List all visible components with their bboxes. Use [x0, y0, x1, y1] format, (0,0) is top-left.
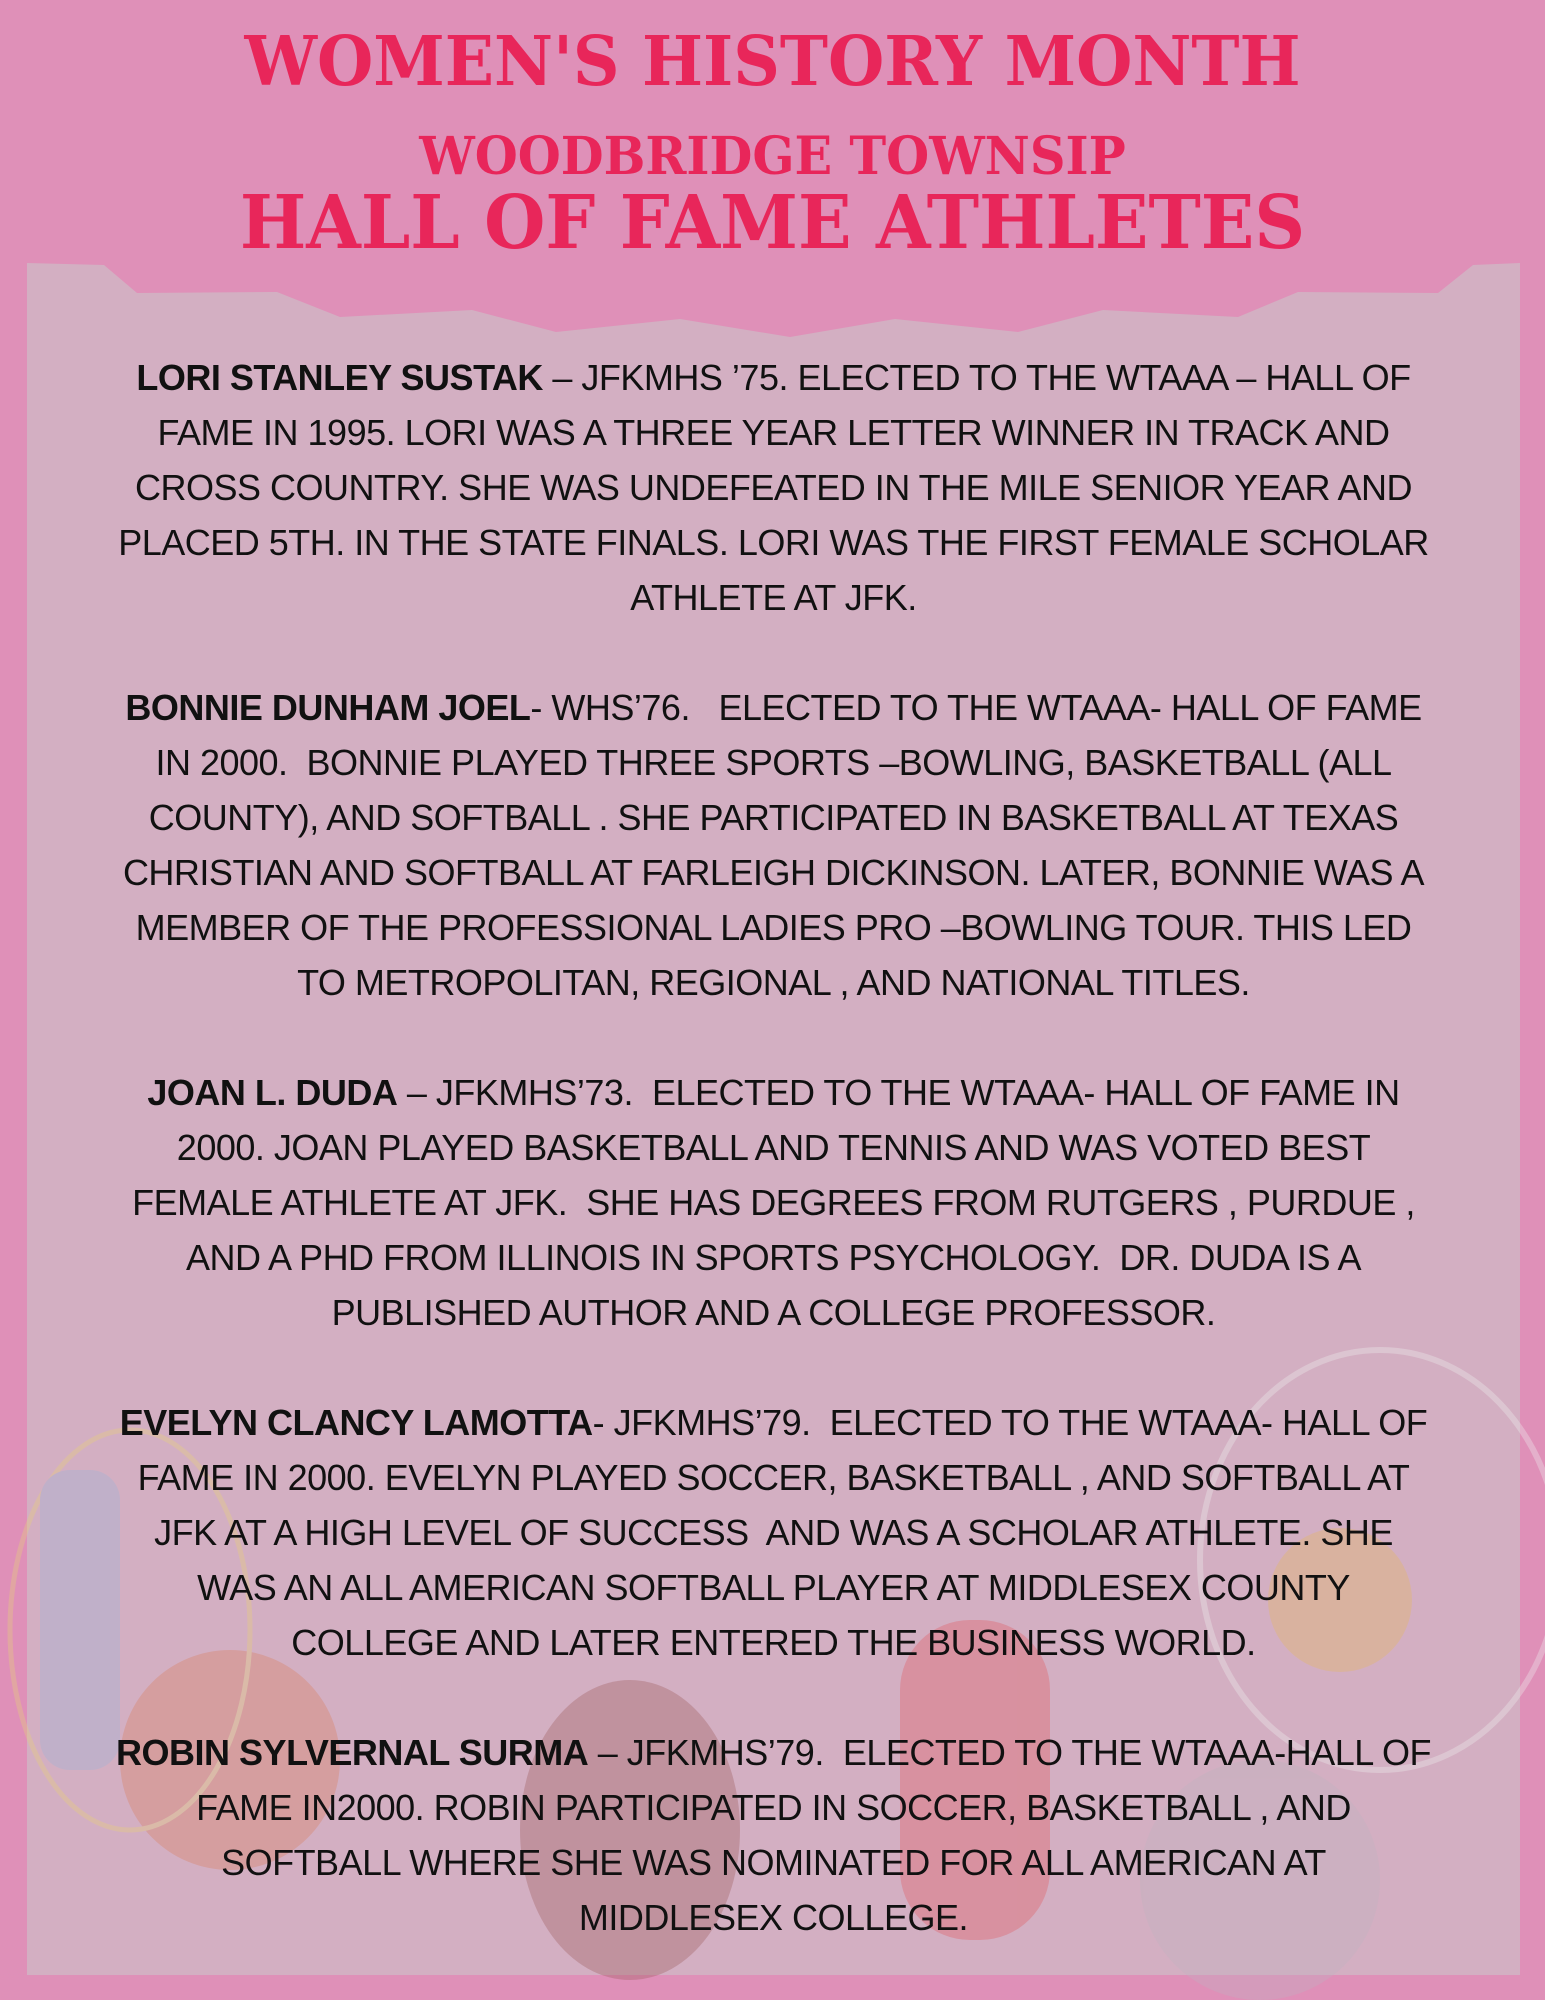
athlete-bio: COLLEGE AND LATER ENTERED THE BUSINESS WORLD. — [291, 1622, 1256, 1663]
header-title: WOMEN'S HISTORY MONTH — [244, 22, 1301, 102]
athlete-bio: - JFKMHS’79. ELECTED TO THE WTAAA- HALL OF — [592, 1402, 1428, 1443]
text-line — [27, 1725, 1520, 1780]
text-line — [27, 1450, 1520, 1505]
athlete-bio: ATHLETE AT JFK. — [630, 577, 917, 618]
text-line — [27, 1505, 1520, 1560]
athlete-bio: – JFKMHS’79. ELECTED TO THE WTAAA-HALL OF — [588, 1732, 1431, 1773]
athlete-bio: COUNTY), AND SOFTBALL . SHE PARTICIPATED IN BASKETBALL AT TEXAS — [148, 797, 1399, 838]
text-line — [27, 460, 1520, 515]
athlete-bio: – JFKMHS’73. ELECTED TO THE WTAAA- HALL OF FAME IN — [397, 1072, 1400, 1113]
header-heading: HALL OF FAME ATHLETES — [239, 180, 1306, 266]
text-line — [27, 1615, 1520, 1670]
athlete-entry — [27, 1725, 1520, 1945]
athlete-bio: - WHS’76. ELECTED TO THE WTAAA- HALL OF FAME — [530, 687, 1422, 728]
athlete-entry — [27, 350, 1520, 625]
athlete-list — [27, 350, 1520, 2000]
athlete-bio: FEMALE ATHLETE AT JFK. SHE HAS DEGREES FROM RUTGERS , PURDUE , — [132, 1182, 1415, 1223]
athlete-bio: MEMBER OF THE PROFESSIONAL LADIES PRO –BOWLING TOUR. THIS LED — [135, 907, 1412, 948]
text-line — [27, 1065, 1520, 1120]
athlete-bio: PLACED 5TH. IN THE STATE FINALS. LORI WAS THE FIRST FEMALE SCHOLAR — [118, 522, 1429, 563]
athlete-bio: IN 2000. BONNIE PLAYED THREE SPORTS –BOWLING, BASKETBALL (ALL — [155, 742, 1392, 783]
athlete-bio: CHRISTIAN AND SOFTBALL AT FARLEIGH DICKINSON. LATER, BONNIE WAS A — [122, 852, 1425, 893]
athlete-bio: TO METROPOLITAN, REGIONAL , AND NATIONAL TITLES. — [297, 962, 1250, 1003]
athlete-bio: 2000. JOAN PLAYED BASKETBALL AND TENNIS AND WAS VOTED BEST — [176, 1127, 1371, 1168]
athlete-name: JOAN L. DUDA — [147, 1072, 398, 1113]
athlete-name: ROBIN SYLVERNAL SURMA — [116, 1732, 589, 1773]
text-line — [27, 900, 1520, 955]
text-line — [27, 845, 1520, 900]
athlete-name: EVELYN CLANCY LAMOTTA — [119, 1402, 593, 1443]
athlete-bio: – JFKMHS ’75. ELECTED TO THE WTAAA – HALL OF — [542, 357, 1411, 398]
athlete-bio: WAS AN ALL AMERICAN SOFTBALL PLAYER AT MIDDLESEX COUNTY — [197, 1567, 1350, 1608]
header-subtitle: WOODBRIDGE TOWNSIP — [419, 126, 1126, 187]
athlete-bio: CROSS COUNTRY. SHE WAS UNDEFEATED IN THE MILE SENIOR YEAR AND — [134, 467, 1413, 508]
athlete-bio: SOFTBALL WHERE SHE WAS NOMINATED FOR ALL AMERICAN AT — [221, 1842, 1326, 1883]
text-line — [27, 1835, 1520, 1890]
athlete-bio: AND A PHD FROM ILLINOIS IN SPORTS PSYCHOLOGY. DR. DUDA IS A — [186, 1237, 1361, 1278]
text-line — [27, 735, 1520, 790]
text-line — [27, 1175, 1520, 1230]
text-line — [27, 1890, 1520, 1945]
athlete-bio: FAME IN 2000. EVELYN PLAYED SOCCER, BASKETBALL , AND SOFTBALL AT — [137, 1457, 1410, 1498]
athlete-bio: MIDDLESEX COLLEGE. — [578, 1897, 969, 1938]
athlete-entry — [27, 1395, 1520, 1670]
text-line — [27, 790, 1520, 845]
text-line — [27, 1285, 1520, 1340]
text-line — [27, 1120, 1520, 1175]
text-line — [27, 1780, 1520, 1835]
athlete-bio: FAME IN 1995. LORI WAS A THREE YEAR LETTER WINNER IN TRACK AND — [157, 412, 1390, 453]
athlete-name: BONNIE DUNHAM JOEL — [125, 687, 531, 728]
text-line — [27, 1230, 1520, 1285]
athlete-bio: PUBLISHED AUTHOR AND A COLLEGE PROFESSOR. — [331, 1292, 1216, 1333]
text-line — [27, 1395, 1520, 1450]
text-line — [27, 1560, 1520, 1615]
text-line — [27, 955, 1520, 1010]
text-line — [27, 515, 1520, 570]
athlete-entry — [27, 680, 1520, 1010]
text-line — [27, 570, 1520, 625]
athlete-bio: JFK AT A HIGH LEVEL OF SUCCESS AND WAS A SCHOLAR ATHLETE. SHE — [154, 1512, 1393, 1553]
text-line — [27, 350, 1520, 405]
text-line — [27, 680, 1520, 735]
athlete-bio: FAME IN2000. ROBIN PARTICIPATED IN SOCCER, BASKETBALL , AND — [196, 1787, 1351, 1828]
athlete-name: LORI STANLEY SUSTAK — [136, 357, 543, 398]
text-line — [27, 405, 1520, 460]
athlete-entry — [27, 1065, 1520, 1340]
